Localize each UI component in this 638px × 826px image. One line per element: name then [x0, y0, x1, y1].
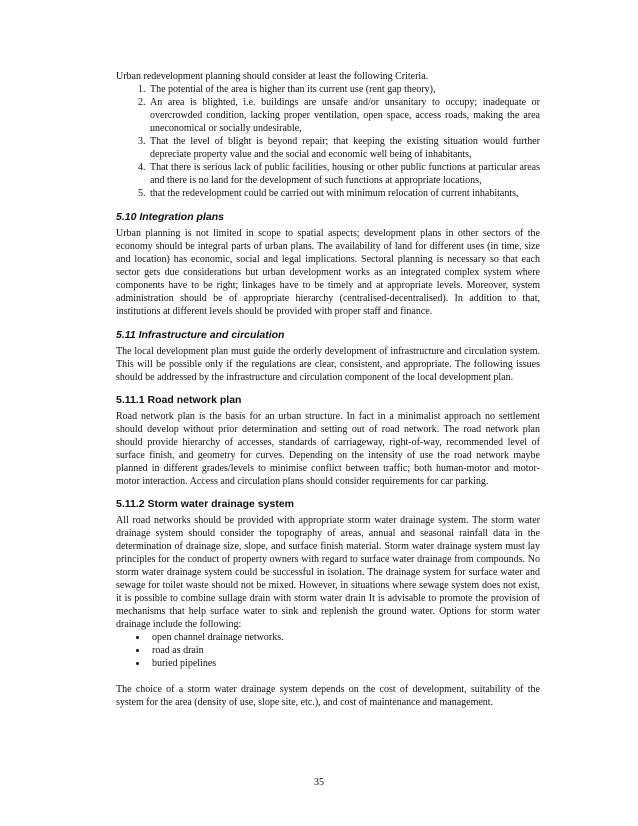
criteria-item: 2. An area is blighted, i.e. buildings are unsafe and/or unsanitary to occupy; inadequate or overcrowded condition, lacking proper ventilation, open space, access roads, making the area uneconomical or socially undesirable, — [148, 96, 540, 135]
list-item: • road as drain — [148, 644, 540, 657]
paragraph-gap — [116, 670, 540, 683]
criteria-item: 3. That the level of blight is beyond repair; that keeping the existing situation would further depreciate property value and the social and economic well being of inhabitants, — [148, 135, 540, 161]
section-heading-5-11-1: 5.11.1 Road network plan — [116, 394, 242, 406]
criteria-item: 5. that the redevelopment could be carried out with minimum relocation of current inhabitants, — [148, 187, 540, 200]
section-body-5-11: The local development plan must guide the orderly development of infrastructure and circulation system. This will be possible only if the regulations are clear, consistent, and appropriate. The following issues should be addressed by the infrastructure and circulation component of the local development plan. — [116, 346, 540, 383]
section-body-5-11-2: All road networks should be provided with appropriate storm water drainage system. The storm water drainage system should consider the topography of areas, annual and seasonal rainfall data in the determination of drainage size, slope, and surface finish material. Storm water drainage system must lay principles for the conduct of property owners with regard to surface water drainage from compounds. No storm water drainage system could be successful in isolation. The drainage system for surface water and sewage for toilet waste should not be mixed. However, in situations where sewage system does not exist, it is possible to combine sullage drain with storm water drain It is advisable to promote the provision of mechanisms that help surface water to sink and replenish the ground water. Options for storm water drainage include the following: — [116, 515, 540, 630]
criteria-item: 1. The potential of the area is higher than its current use (rent gap theory), — [148, 83, 540, 96]
list-item: • buried pipelines — [148, 657, 540, 670]
intro-paragraph: Urban redevelopment planning should consider at least the following Criteria. — [116, 71, 429, 82]
criteria-list — [116, 83, 540, 200]
section-heading-5-11-2: 5.11.2 Storm water drainage system — [116, 498, 295, 510]
section-body-5-11-1: Road network plan is the basis for an urban structure. In fact in a minimalist approach no settlement should develop without prior determination and setting out of road network. The road network plan should provide hierarchy of accesses, standards of carriageway, right-of-way, recommended level of surface finish, and geometry for curves. Depending on the intensity of use the road network maybe planned in different grades/levels to minimise conflict between traffic; both human-motor and motor-motor interaction. Access and circulation plans should consider requirements for car parking. — [116, 411, 540, 487]
drainage-options-list — [116, 631, 540, 670]
page-number: 35 — [314, 777, 324, 788]
section-heading-5-10: 5.10 Integration plans — [116, 211, 224, 223]
section-body-5-10: Urban planning is not limited in scope to spatial aspects; development plans in other sectors of the economy should be integral parts of urban plans. The availability of land for different uses (in time, size and location) has economic, social and legal implications. Sectoral planning is necessary so that each sector gets due considerations but urban development works as an integrated complex system where components have to be right; linkages have to be timely and at appropriate levels. Moreover, system administration should be of appropriate hierarchy (centralised-decentralised). In addition to that, institutions at different levels should be provided with proper staff and finance. — [116, 228, 540, 317]
list-item: • open channel drainage networks. — [148, 631, 540, 644]
closing-paragraph: The choice of a storm water drainage system depends on the cost of development, suitability of the system for the area (density of use, slope site, etc.), and cost of maintenance and management. — [116, 684, 540, 708]
criteria-item: 4. That there is serious lack of public facilities, housing or other public functions at particular areas and there is no land for the development of such functions at appropriate locations, — [148, 161, 540, 187]
section-heading-5-11: 5.11 Infrastructure and circulation — [116, 329, 285, 341]
